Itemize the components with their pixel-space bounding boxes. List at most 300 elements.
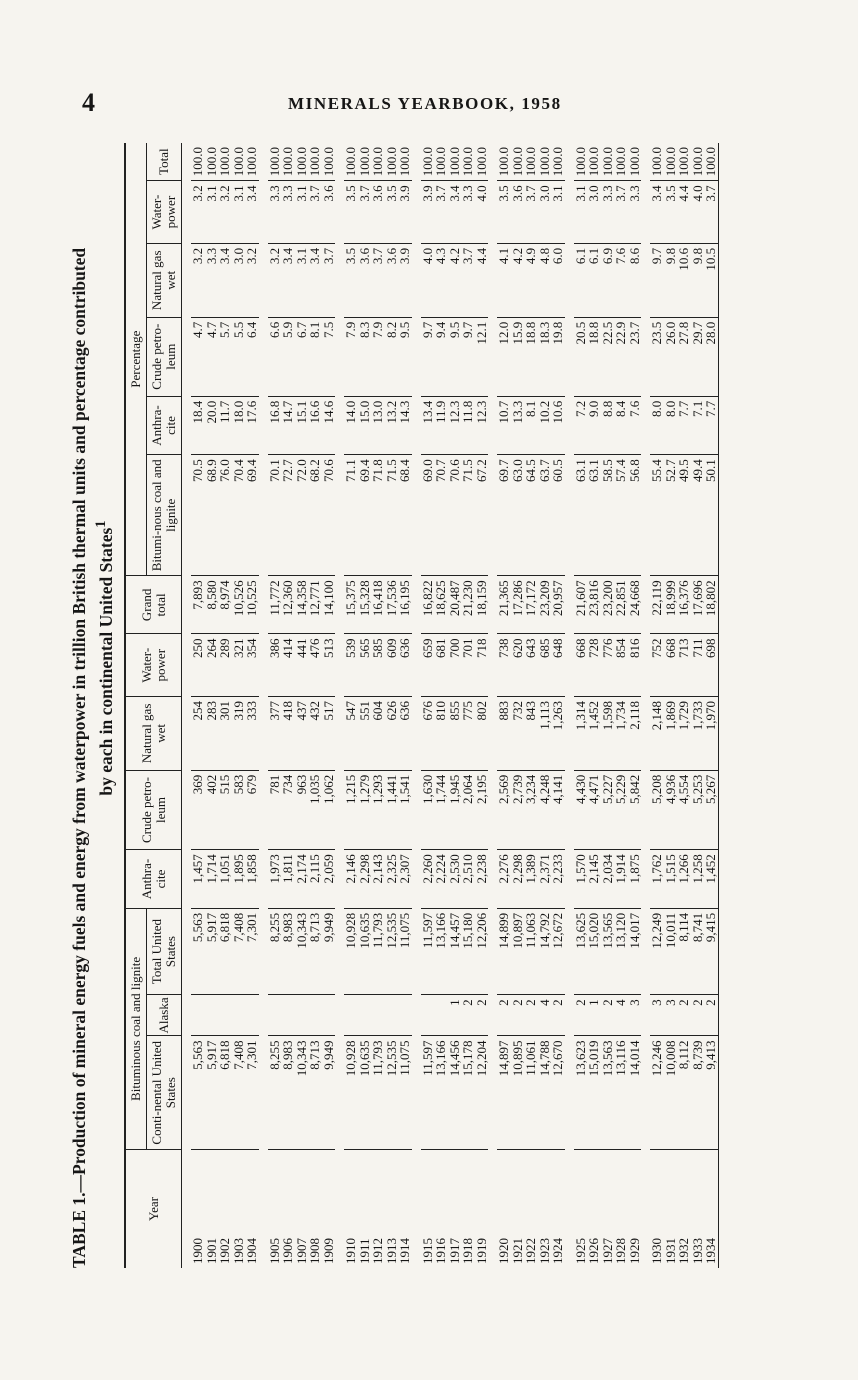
cell-crude: 1,541 [398, 770, 412, 849]
cell-grand: 18,999 [664, 576, 678, 634]
cell-grand: 21,365 [497, 576, 511, 634]
cell-anth: 1,266 [677, 850, 691, 909]
cell-crude: 781 [268, 770, 282, 849]
cell-p-bit: 72.0 [295, 455, 309, 576]
cell-alaska [385, 995, 399, 1036]
cell-p-gas: 6.1 [587, 243, 601, 317]
cell-water: 685 [538, 634, 552, 697]
cell-p-gas: 4.2 [511, 243, 525, 317]
cell-total: 10,897 [511, 908, 525, 995]
cell-cont: 14,014 [628, 1036, 642, 1150]
cell-gas: 1,869 [664, 696, 678, 770]
year-value: 1933 [689, 1238, 705, 1264]
cell-p-crude: 6.7 [295, 317, 309, 396]
year-value: 1926 [586, 1238, 601, 1264]
cell-p-water: 3.3 [601, 181, 615, 244]
year-cell [677, 1150, 691, 1269]
cell-cont: 12,204 [475, 1036, 489, 1150]
cell-p-anth: 7.6 [628, 396, 642, 455]
year-cell [308, 1150, 322, 1269]
year-value: 1919 [473, 1238, 489, 1264]
cell-total: 8,255 [268, 908, 282, 995]
cell-p-anth: 13.4 [421, 396, 435, 455]
cell-cont: 11,793 [371, 1036, 385, 1150]
cell-p-gas: 3.4 [281, 243, 295, 317]
cell-p-crude: 4.7 [191, 317, 205, 396]
cell-crude: 5,208 [650, 770, 664, 849]
cell-p-anth: 14.3 [398, 396, 412, 455]
cell-p-crude: 23.7 [628, 317, 642, 396]
cell-total: 11,063 [524, 908, 538, 995]
table-row [628, 143, 642, 1268]
cell-total: 11,793 [371, 908, 385, 995]
cell-cont: 11,061 [524, 1036, 538, 1150]
cell-cont: 8,713 [308, 1036, 322, 1150]
cell-gas: 2,118 [628, 696, 642, 770]
year-value: 1910 [343, 1238, 358, 1264]
cell-gas: 810 [434, 696, 448, 770]
cell-gas: 802 [475, 696, 489, 770]
cell-p-water: 3.1 [551, 181, 565, 244]
cell-total: 14,899 [497, 908, 511, 995]
cell-anth: 2,276 [497, 850, 511, 909]
cell-p-water: 3.1 [295, 181, 309, 244]
cell-p-gas: 4.2 [448, 243, 462, 317]
table-row [295, 143, 309, 1268]
cell-crude: 1,441 [385, 770, 399, 849]
cell-grand: 18,625 [434, 576, 448, 634]
cell-p-total: 100.0 [344, 143, 358, 181]
cell-water: 565 [358, 634, 372, 697]
cell-p-crude: 15.9 [511, 317, 525, 396]
cell-p-bit: 76.0 [218, 455, 232, 576]
cell-p-crude: 9.5 [398, 317, 412, 396]
cell-grand: 16,822 [421, 576, 435, 634]
cell-p-gas: 9.8 [664, 243, 678, 317]
year-value: 1909 [320, 1238, 336, 1264]
year-value: 1915 [419, 1238, 435, 1264]
cell-alaska: 2 [475, 995, 489, 1036]
year-cell [421, 1150, 435, 1269]
cell-grand: 21,230 [461, 576, 475, 634]
cell-p-total: 100.0 [308, 143, 322, 181]
cell-crude: 2,195 [475, 770, 489, 849]
cell-cont: 10,635 [358, 1036, 372, 1150]
cell-p-total: 100.0 [281, 143, 295, 181]
cell-alaska: 2 [677, 995, 691, 1036]
cell-alaska [358, 995, 372, 1036]
table-row [524, 143, 538, 1268]
cell-p-water: 3.7 [434, 181, 448, 244]
cell-crude: 1,744 [434, 770, 448, 849]
cell-alaska: 2 [551, 995, 565, 1036]
year-value: 1923 [536, 1238, 552, 1264]
cell-grand: 15,375 [344, 576, 358, 634]
year-value: 1927 [599, 1238, 615, 1264]
cell-p-total: 100.0 [191, 143, 205, 181]
cell-p-crude: 5.9 [281, 317, 295, 396]
year-value: 1907 [293, 1238, 309, 1264]
cell-p-crude: 12.0 [497, 317, 511, 396]
cell-grand: 10,525 [245, 576, 259, 634]
cell-anth: 1,570 [574, 850, 588, 909]
cell-crude: 5,227 [601, 770, 615, 849]
cell-cont: 12,246 [650, 1036, 664, 1150]
cell-p-water: 3.7 [308, 181, 322, 244]
cell-water: 668 [664, 634, 678, 697]
year-value: 1914 [397, 1238, 412, 1264]
cell-p-anth: 8.0 [650, 396, 664, 455]
cell-p-bit: 69.0 [421, 455, 435, 576]
cell-gas: 2,148 [650, 696, 664, 770]
cell-p-anth: 8.1 [524, 396, 538, 455]
cell-p-water: 3.7 [524, 181, 538, 244]
cell-anth: 1,258 [691, 850, 705, 909]
cell-grand: 17,286 [511, 576, 525, 634]
cell-gas: 418 [281, 696, 295, 770]
cell-gas: 319 [232, 696, 246, 770]
cell-p-total: 100.0 [587, 143, 601, 181]
cell-crude: 963 [295, 770, 309, 849]
cell-p-water: 3.5 [497, 181, 511, 244]
cell-grand: 16,376 [677, 576, 691, 634]
table-row [574, 143, 588, 1268]
cell-crude: 369 [191, 770, 205, 849]
cell-cont: 8,739 [691, 1036, 705, 1150]
cell-p-water: 3.5 [344, 181, 358, 244]
cell-anth: 2,238 [475, 850, 489, 909]
cell-anth: 1,452 [704, 850, 718, 909]
cell-p-gas: 4.3 [434, 243, 448, 317]
header-crude-petroleum: Crude petro-leum [125, 770, 182, 849]
cell-grand: 12,771 [308, 576, 322, 634]
caption-footnote-mark: 1 [93, 520, 109, 528]
cell-water: 713 [677, 634, 691, 697]
cell-gas: 547 [344, 696, 358, 770]
table-row [511, 143, 525, 1268]
table-caption [68, 48, 117, 1268]
cell-anth: 2,224 [434, 850, 448, 909]
header-pct-total: Total [147, 143, 182, 181]
cell-grand: 17,172 [524, 576, 538, 634]
cell-cont: 10,343 [295, 1036, 309, 1150]
cell-alaska [344, 995, 358, 1036]
cell-p-crude: 8.1 [308, 317, 322, 396]
cell-p-gas: 3.9 [398, 243, 412, 317]
cell-grand: 11,772 [268, 576, 282, 634]
cell-p-anth: 7.7 [704, 396, 718, 455]
cell-alaska: 3 [650, 995, 664, 1036]
cell-cont: 13,563 [601, 1036, 615, 1150]
cell-gas: 377 [268, 696, 282, 770]
cell-p-total: 100.0 [448, 143, 462, 181]
cell-p-total: 100.0 [295, 143, 309, 181]
cell-p-bit: 67.2 [475, 455, 489, 576]
table-row [421, 143, 435, 1268]
cell-alaska [232, 995, 246, 1036]
header-anthracite: Anthra-cite [125, 850, 182, 909]
cell-p-bit: 63.1 [587, 455, 601, 576]
cell-water: 289 [218, 634, 232, 697]
cell-total: 8,114 [677, 908, 691, 995]
cell-p-total: 100.0 [434, 143, 448, 181]
cell-grand: 15,328 [358, 576, 372, 634]
cell-total: 7,408 [232, 908, 246, 995]
cell-p-gas: 8.6 [628, 243, 642, 317]
year-value: 1921 [509, 1238, 525, 1264]
table-row [587, 143, 601, 1268]
cell-p-anth: 11.8 [461, 396, 475, 455]
cell-p-anth: 9.0 [587, 396, 601, 455]
cell-p-gas: 3.4 [308, 243, 322, 317]
cell-water: 476 [308, 634, 322, 697]
year-value: 1931 [662, 1238, 678, 1264]
year-cell [281, 1150, 295, 1269]
header-waterpower: Water-power [125, 634, 182, 697]
cell-crude: 4,430 [574, 770, 588, 849]
cell-p-crude: 5.5 [232, 317, 246, 396]
cell-total: 14,457 [448, 908, 462, 995]
cell-gas: 1,452 [587, 696, 601, 770]
cell-crude: 1,215 [344, 770, 358, 849]
cell-p-bit: 60.5 [551, 455, 565, 576]
cell-alaska [268, 995, 282, 1036]
cell-p-gas: 4.8 [538, 243, 552, 317]
cell-alaska: 2 [524, 995, 538, 1036]
cell-grand: 20,957 [551, 576, 565, 634]
cell-p-bit: 55.4 [650, 455, 664, 576]
cell-total: 9,949 [322, 908, 336, 995]
cell-total: 13,120 [614, 908, 628, 995]
cell-grand: 12,360 [281, 576, 295, 634]
year-cell [664, 1150, 678, 1269]
table-row [475, 143, 489, 1268]
cell-gas: 732 [511, 696, 525, 770]
cell-grand: 8,974 [218, 576, 232, 634]
cell-grand: 16,195 [398, 576, 412, 634]
cell-total: 12,206 [475, 908, 489, 995]
cell-water: 718 [475, 634, 489, 697]
year-cell [344, 1150, 358, 1269]
cell-p-water: 3.0 [587, 181, 601, 244]
table-row [497, 143, 511, 1268]
year-cell [295, 1150, 309, 1269]
header-natural-gas: Natural gas wet [125, 696, 182, 770]
cell-water: 585 [371, 634, 385, 697]
year-value: 1917 [446, 1238, 462, 1264]
cell-p-anth: 8.8 [601, 396, 615, 455]
cell-anth: 1,714 [205, 850, 219, 909]
cell-gas: 437 [295, 696, 309, 770]
year-cell [614, 1150, 628, 1269]
cell-crude: 402 [205, 770, 219, 849]
year-value: 1905 [266, 1238, 282, 1264]
cell-p-crude: 6.6 [268, 317, 282, 396]
cell-p-bit: 68.4 [398, 455, 412, 576]
cell-p-anth: 7.7 [677, 396, 691, 455]
cell-alaska: 3 [664, 995, 678, 1036]
cell-p-water: 3.2 [218, 181, 232, 244]
cell-alaska [421, 995, 435, 1036]
cell-gas: 636 [398, 696, 412, 770]
cell-p-crude: 22.5 [601, 317, 615, 396]
cell-p-anth: 15.1 [295, 396, 309, 455]
cell-p-anth: 14.7 [281, 396, 295, 455]
cell-p-anth: 17.6 [245, 396, 259, 455]
cell-anth: 2,115 [308, 850, 322, 909]
cell-p-crude: 18.3 [538, 317, 552, 396]
cell-water: 776 [601, 634, 615, 697]
cell-crude: 4,141 [551, 770, 565, 849]
year-value: 1918 [460, 1238, 475, 1264]
table-row [205, 143, 219, 1268]
cell-water: 250 [191, 634, 205, 697]
year-cell [601, 1150, 615, 1269]
header-total-us: Total United States [147, 908, 182, 995]
year-cell [358, 1150, 372, 1269]
cell-crude: 4,248 [538, 770, 552, 849]
cell-cont: 14,456 [448, 1036, 462, 1150]
cell-anth: 1,515 [664, 850, 678, 909]
cell-water: 648 [551, 634, 565, 697]
cell-p-crude: 4.7 [205, 317, 219, 396]
cell-p-crude: 8.3 [358, 317, 372, 396]
cell-anth: 2,174 [295, 850, 309, 909]
cell-p-crude: 12.1 [475, 317, 489, 396]
cell-p-total: 100.0 [385, 143, 399, 181]
year-value: 1912 [370, 1238, 385, 1264]
cell-water: 643 [524, 634, 538, 697]
cell-p-gas: 7.6 [614, 243, 628, 317]
table-row [358, 143, 372, 1268]
cell-gas: 301 [218, 696, 232, 770]
cell-p-anth: 16.8 [268, 396, 282, 455]
cell-alaska [434, 995, 448, 1036]
header-pct-gas: Natural gas wet [147, 243, 182, 317]
cell-p-total: 100.0 [245, 143, 259, 181]
cell-cont: 6,818 [218, 1036, 232, 1150]
year-cell [551, 1150, 565, 1269]
cell-cont: 8,983 [281, 1036, 295, 1150]
cell-p-total: 100.0 [421, 143, 435, 181]
header-bituminous-group: Bituminous coal and lignite [125, 908, 147, 1149]
cell-p-gas: 4.1 [497, 243, 511, 317]
cell-grand: 8,580 [205, 576, 219, 634]
table-row [268, 143, 282, 1268]
cell-grand: 21,607 [574, 576, 588, 634]
cell-water: 609 [385, 634, 399, 697]
cell-p-gas: 6.1 [574, 243, 588, 317]
cell-water: 701 [461, 634, 475, 697]
cell-grand: 14,358 [295, 576, 309, 634]
table-body [182, 143, 719, 1268]
table-row [448, 143, 462, 1268]
cell-alaska [191, 995, 205, 1036]
cell-water: 728 [587, 634, 601, 697]
cell-p-total: 100.0 [704, 143, 718, 181]
year-cell [448, 1150, 462, 1269]
cell-p-gas: 10.6 [677, 243, 691, 317]
cell-cont: 5,917 [205, 1036, 219, 1150]
cell-p-water: 3.1 [205, 181, 219, 244]
cell-p-anth: 20.0 [205, 396, 219, 455]
cell-p-crude: 18.8 [587, 317, 601, 396]
cell-p-crude: 9.7 [421, 317, 435, 396]
cell-p-total: 100.0 [628, 143, 642, 181]
cell-p-anth: 10.2 [538, 396, 552, 455]
cell-p-anth: 10.6 [551, 396, 565, 455]
cell-p-gas: 3.7 [322, 243, 336, 317]
cell-p-bit: 69.4 [358, 455, 372, 576]
cell-p-water: 3.3 [461, 181, 475, 244]
cell-water: 414 [281, 634, 295, 697]
cell-p-anth: 13.2 [385, 396, 399, 455]
cell-p-crude: 9.5 [448, 317, 462, 396]
cell-p-water: 3.1 [574, 181, 588, 244]
cell-p-crude: 5.7 [218, 317, 232, 396]
year-value: 1920 [496, 1238, 511, 1264]
cell-p-anth: 7.2 [574, 396, 588, 455]
cell-gas: 517 [322, 696, 336, 770]
cell-alaska: 1 [448, 995, 462, 1036]
cell-p-bit: 49.5 [677, 455, 691, 576]
year-cell [704, 1150, 718, 1269]
cell-p-bit: 71.5 [385, 455, 399, 576]
year-cell [322, 1150, 336, 1269]
cell-water: 354 [245, 634, 259, 697]
year-cell [191, 1150, 205, 1269]
cell-grand: 23,816 [587, 576, 601, 634]
year-value: 1925 [572, 1238, 588, 1264]
cell-grand: 23,209 [538, 576, 552, 634]
rotated-table-block [68, 28, 768, 1268]
cell-crude: 1,279 [358, 770, 372, 849]
cell-p-crude: 6.4 [245, 317, 259, 396]
year-cell [587, 1150, 601, 1269]
cell-water: 513 [322, 634, 336, 697]
cell-gas: 1,314 [574, 696, 588, 770]
cell-p-crude: 7.5 [322, 317, 336, 396]
year-value: 1929 [626, 1238, 642, 1264]
cell-p-anth: 12.3 [448, 396, 462, 455]
cell-p-anth: 11.7 [218, 396, 232, 455]
year-cell [475, 1150, 489, 1269]
cell-anth: 2,530 [448, 850, 462, 909]
cell-p-anth: 11.9 [434, 396, 448, 455]
cell-total: 5,917 [205, 908, 219, 995]
cell-p-anth: 16.6 [308, 396, 322, 455]
cell-p-total: 100.0 [322, 143, 336, 181]
cell-p-total: 100.0 [551, 143, 565, 181]
cell-gas: 626 [385, 696, 399, 770]
header-grand-total: Grand total [125, 576, 182, 634]
cell-grand: 24,668 [628, 576, 642, 634]
cell-p-gas: 3.0 [232, 243, 246, 317]
cell-p-bit: 70.1 [268, 455, 282, 576]
cell-cont: 11,597 [421, 1036, 435, 1150]
cell-p-water: 3.6 [511, 181, 525, 244]
cell-p-crude: 19.8 [551, 317, 565, 396]
cell-p-total: 100.0 [475, 143, 489, 181]
year-value: 1902 [217, 1238, 232, 1264]
cell-water: 321 [232, 634, 246, 697]
cell-p-bit: 56.8 [628, 455, 642, 576]
cell-crude: 1,035 [308, 770, 322, 849]
cell-total: 8,983 [281, 908, 295, 995]
cell-p-total: 100.0 [205, 143, 219, 181]
cell-p-total: 100.0 [218, 143, 232, 181]
cell-p-bit: 70.7 [434, 455, 448, 576]
